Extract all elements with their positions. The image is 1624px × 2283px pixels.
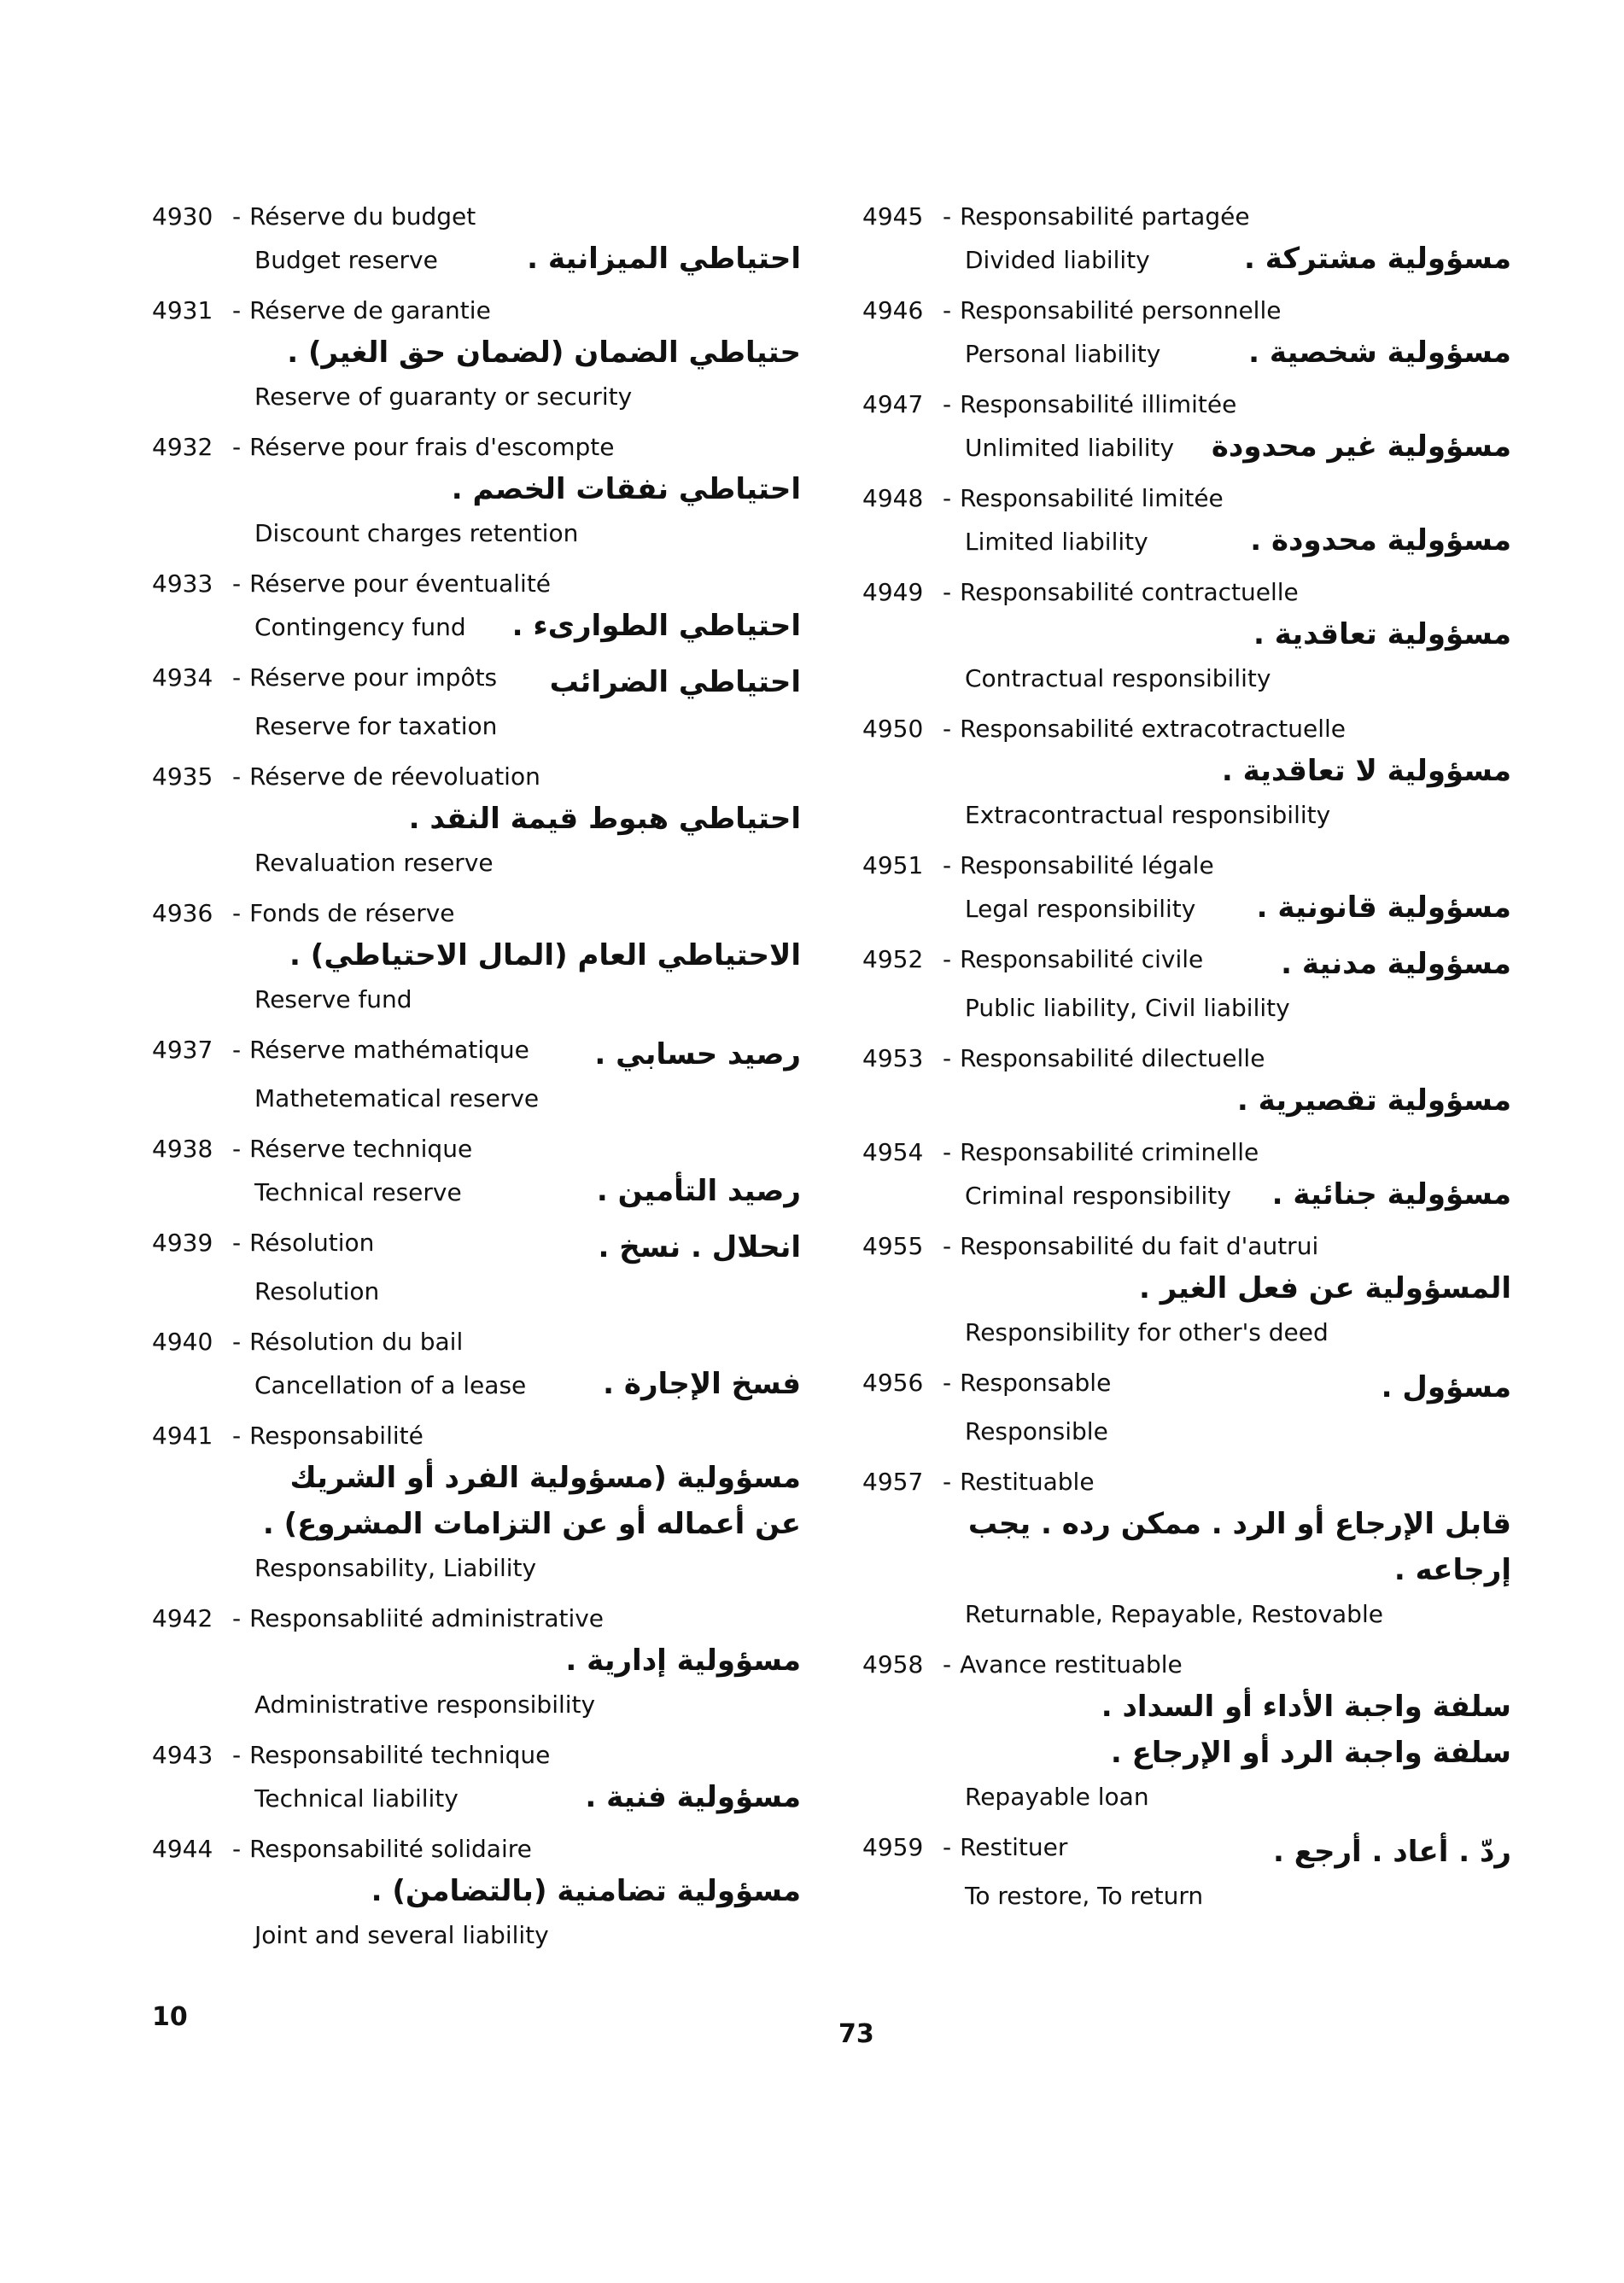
entry-header bbox=[862, 1463, 1511, 1501]
english-translation: Revaluation reserve bbox=[254, 849, 494, 877]
entry-number: 4931 bbox=[152, 296, 213, 324]
english-translation: Legal responsibility bbox=[965, 895, 1196, 923]
entry-header bbox=[152, 1031, 801, 1077]
entry-translation-row bbox=[152, 1168, 801, 1214]
arabic-translation: مسؤولية تعاقدية . bbox=[1253, 617, 1511, 651]
entry-number: 4946 bbox=[862, 296, 924, 324]
entry-term-french: Réserve pour frais d'escompte bbox=[249, 433, 615, 461]
entry-separator: - bbox=[943, 202, 952, 231]
dictionary-entry bbox=[862, 1646, 1511, 1819]
entry-header bbox=[152, 292, 801, 330]
entry-term-french: Responsabilité bbox=[249, 1422, 424, 1450]
dictionary-entry bbox=[862, 386, 1511, 470]
entry-number: 4932 bbox=[152, 433, 213, 461]
entry-translation-row bbox=[152, 978, 801, 1021]
entry-term-french: Réserve technique bbox=[249, 1135, 473, 1163]
arabic-translation: احتياطي الميزانية . bbox=[527, 242, 801, 276]
arabic-translation: مسؤولية لا تعاقدية . bbox=[1221, 754, 1511, 788]
entry-translation-row bbox=[862, 1410, 1511, 1453]
dictionary-entry bbox=[152, 1323, 801, 1407]
arabic-translation: مسؤولية مشتركة . bbox=[1243, 242, 1511, 276]
entry-separator: - bbox=[232, 569, 242, 598]
english-translation: Responsibility for other's deed bbox=[965, 1318, 1329, 1346]
entry-term-arabic: انحلال . نسخ . bbox=[598, 1230, 801, 1264]
english-translation: Budget reserve bbox=[254, 246, 438, 274]
arabic-translation: رصيد التأمين . bbox=[596, 1174, 801, 1208]
english-translation: To restore, To return bbox=[965, 1882, 1204, 1910]
entry-translation-row bbox=[152, 603, 801, 649]
entry-term-french: Réserve pour éventualité bbox=[249, 569, 552, 598]
entry-header bbox=[862, 1646, 1511, 1684]
entry-term-french: Responsabilité solidaire bbox=[249, 1835, 532, 1863]
entry-term-french: Responsabilité illimitée bbox=[960, 390, 1237, 418]
entry-separator: - bbox=[943, 851, 952, 879]
entry-header bbox=[862, 1228, 1511, 1265]
english-translation: Extracontractual responsibility bbox=[965, 801, 1331, 829]
entry-translation-row bbox=[152, 705, 801, 748]
entry-header bbox=[862, 386, 1511, 423]
entry-term-arabic: مسؤولية مدنية . bbox=[1281, 947, 1511, 981]
entry-number: 4930 bbox=[152, 202, 213, 231]
entry-number: 4948 bbox=[862, 484, 924, 512]
dictionary-entry bbox=[862, 198, 1511, 282]
arabic-translation: مسؤولية قانونية . bbox=[1256, 890, 1511, 925]
left-column bbox=[152, 198, 801, 1967]
dictionary-entry bbox=[862, 1134, 1511, 1217]
entry-number: 4942 bbox=[152, 1604, 213, 1632]
entry-header bbox=[152, 198, 801, 236]
entry-translation-row bbox=[152, 236, 801, 282]
entry-translation-row bbox=[862, 517, 1511, 563]
arabic-translation: الاحتياطي العام (المال الاحتياطي) . bbox=[289, 938, 801, 972]
entry-separator: - bbox=[232, 1604, 242, 1632]
entry-number: 4939 bbox=[152, 1229, 213, 1257]
entry-term-french: Résolution du bail bbox=[249, 1328, 464, 1356]
entry-term-french: Responsabilité du fait d'autrui bbox=[960, 1232, 1319, 1260]
entry-number: 4950 bbox=[862, 715, 924, 743]
entry-header bbox=[862, 847, 1511, 885]
entry-term-french: Réserve du budget bbox=[249, 202, 476, 231]
entry-separator: - bbox=[232, 663, 242, 692]
entry-translation-row bbox=[152, 376, 801, 418]
entry-header bbox=[862, 198, 1511, 236]
entry-header bbox=[862, 574, 1511, 611]
entry-separator: - bbox=[943, 1833, 952, 1861]
dictionary-entry bbox=[152, 1737, 801, 1820]
english-translation: Personal liability bbox=[965, 340, 1161, 368]
entry-separator: - bbox=[232, 899, 242, 927]
dictionary-entry bbox=[862, 847, 1511, 931]
entry-number: 4953 bbox=[862, 1044, 924, 1072]
english-translation: Reserve for taxation bbox=[254, 712, 498, 740]
entry-header bbox=[862, 710, 1511, 748]
entry-separator: - bbox=[232, 1229, 242, 1257]
english-translation: Technical reserve bbox=[254, 1178, 462, 1206]
entry-number: 4951 bbox=[862, 851, 924, 879]
entry-number: 4943 bbox=[152, 1741, 213, 1769]
entry-translation-row bbox=[862, 423, 1511, 470]
english-translation: Limited liability bbox=[965, 528, 1148, 556]
entry-number: 4941 bbox=[152, 1422, 213, 1450]
dictionary-entry bbox=[862, 1463, 1511, 1636]
entry-translation-row bbox=[862, 1171, 1511, 1217]
entry-separator: - bbox=[943, 296, 952, 324]
entry-header bbox=[862, 1829, 1511, 1875]
dictionary-entry bbox=[152, 1224, 801, 1313]
entry-separator: - bbox=[232, 1835, 242, 1863]
english-translation: Criminal responsibility bbox=[965, 1182, 1231, 1210]
entry-translation-row bbox=[862, 330, 1511, 376]
entry-number: 4949 bbox=[862, 578, 924, 606]
entry-header bbox=[862, 1040, 1511, 1077]
entry-term-french: Responsabilité contractuelle bbox=[960, 578, 1299, 606]
arabic-translation: مسؤولية (مسؤولية الفرد أو الشريك عن أعماله أو عن التزامات المشروع) . bbox=[262, 1461, 801, 1541]
dictionary-entry bbox=[862, 941, 1511, 1030]
entry-term-arabic: رصيد حسابي . bbox=[594, 1037, 801, 1071]
entry-header bbox=[152, 1600, 801, 1638]
entry-term-french: Fonds de réserve bbox=[249, 899, 455, 927]
arabic-translation: مسؤولية تضامنية (بالتضامن) . bbox=[371, 1874, 801, 1908]
english-translation: Unlimited liability bbox=[965, 434, 1175, 462]
entry-term-french: Responsabliité administrative bbox=[249, 1604, 605, 1632]
arabic-translation: مسؤولية فنية . bbox=[585, 1780, 801, 1814]
dictionary-entry bbox=[862, 1829, 1511, 1918]
entry-header bbox=[152, 1224, 801, 1270]
dictionary-entry bbox=[862, 710, 1511, 837]
dictionary-entry bbox=[152, 659, 801, 748]
english-translation: Divided liability bbox=[965, 246, 1150, 274]
entry-separator: - bbox=[232, 1422, 242, 1450]
entry-header bbox=[152, 1130, 801, 1168]
dictionary-entry bbox=[152, 198, 801, 282]
dictionary-entry bbox=[152, 1600, 801, 1726]
entry-term-french: Avance restituable bbox=[960, 1650, 1183, 1679]
arabic-translation: مسؤولية غير محدودة bbox=[1211, 429, 1511, 464]
entry-separator: - bbox=[943, 715, 952, 743]
entry-header bbox=[152, 758, 801, 796]
entry-translation-row bbox=[862, 657, 1511, 700]
entry-number: 4955 bbox=[862, 1232, 924, 1260]
dictionary-entry bbox=[862, 292, 1511, 376]
entry-header bbox=[862, 941, 1511, 987]
dictionary-entry bbox=[862, 574, 1511, 700]
entry-translation-row bbox=[152, 512, 801, 555]
entry-translation-row bbox=[152, 1361, 801, 1407]
entry-separator: - bbox=[232, 296, 242, 324]
entry-number: 4938 bbox=[152, 1135, 213, 1163]
entry-separator: - bbox=[943, 578, 952, 606]
english-translation: Reserve fund bbox=[254, 985, 412, 1013]
entry-separator: - bbox=[232, 1328, 242, 1356]
entry-translation-row bbox=[152, 1914, 801, 1957]
entry-number: 4940 bbox=[152, 1328, 213, 1356]
arabic-translation: مسؤولية جنائية . bbox=[1271, 1177, 1511, 1212]
english-translation: Administrative responsibility bbox=[254, 1690, 596, 1719]
english-translation: Responsability, Liability bbox=[254, 1554, 537, 1582]
entry-translation-row bbox=[152, 842, 801, 885]
entry-translation-row bbox=[862, 987, 1511, 1030]
dictionary-entry bbox=[152, 1417, 801, 1590]
page-number: 73 bbox=[838, 2019, 874, 2049]
entry-term-french: Résolution bbox=[249, 1229, 375, 1257]
entry-separator: - bbox=[943, 1232, 952, 1260]
entry-header bbox=[862, 1134, 1511, 1171]
entry-term-french: Responsabilité partagée bbox=[960, 202, 1250, 231]
arabic-translation: سلفة واجبة الأداء أو السداد . bbox=[1101, 1690, 1511, 1724]
english-translation: Technical liability bbox=[254, 1784, 459, 1813]
entry-term-french: Réserve de garantie bbox=[249, 296, 491, 324]
entry-term-french: Responsabilité légale bbox=[960, 851, 1214, 879]
arabic-translation: احتياطي نفقات الخصم . bbox=[451, 472, 801, 506]
entry-separator: - bbox=[232, 1036, 242, 1064]
english-translation: Mathetematical reserve bbox=[254, 1084, 540, 1112]
entry-number: 4944 bbox=[152, 1835, 213, 1863]
entry-separator: - bbox=[943, 484, 952, 512]
entry-translation-row bbox=[862, 794, 1511, 837]
entry-term-french: Responsabilité personnelle bbox=[960, 296, 1282, 324]
entry-separator: - bbox=[232, 202, 242, 231]
entry-header bbox=[152, 429, 801, 466]
entry-header bbox=[152, 1417, 801, 1455]
entry-number: 4952 bbox=[862, 945, 924, 973]
dictionary-entry bbox=[152, 895, 801, 1021]
entry-term-french: Restituable bbox=[960, 1468, 1095, 1496]
entry-term-french: Responsabilité extracotractuelle bbox=[960, 715, 1346, 743]
entry-separator: - bbox=[232, 433, 242, 461]
entry-number: 4958 bbox=[862, 1650, 924, 1679]
entry-separator: - bbox=[943, 1369, 952, 1397]
entry-term-french: Responsabilité criminelle bbox=[960, 1138, 1259, 1166]
entry-translation-row bbox=[152, 1774, 801, 1820]
arabic-translation: حتياطي الضمان (لضمان حق الغير) . bbox=[287, 336, 801, 370]
entry-translation-row bbox=[862, 236, 1511, 282]
arabic-translation: مسؤولية شخصية . bbox=[1248, 336, 1511, 370]
entry-term-french: Responsabilité civile bbox=[960, 945, 1204, 973]
entry-term-arabic: احتياطي الضرائب bbox=[549, 665, 801, 699]
dictionary-entry bbox=[862, 1228, 1511, 1354]
english-translation: Cancellation of a lease bbox=[254, 1371, 527, 1399]
dictionary-entry bbox=[152, 292, 801, 418]
dictionary-entry bbox=[152, 1031, 801, 1120]
english-translation: Joint and several liability bbox=[254, 1921, 549, 1949]
entry-translation-row bbox=[862, 1875, 1511, 1918]
entry-separator: - bbox=[943, 1650, 952, 1679]
english-translation: Responsible bbox=[965, 1417, 1108, 1445]
entry-number: 4959 bbox=[862, 1833, 924, 1861]
entry-separator: - bbox=[943, 1138, 952, 1166]
arabic-translation: مسؤولية إدارية . bbox=[565, 1644, 801, 1678]
entry-header bbox=[152, 1830, 801, 1868]
arabic-translation: مسؤولية محدودة . bbox=[1250, 523, 1511, 558]
entry-header bbox=[862, 292, 1511, 330]
entry-term-arabic: مسؤول . bbox=[1381, 1370, 1511, 1404]
arabic-translation: مسؤولية تقصيرية . bbox=[1236, 1083, 1511, 1118]
entry-term-french: Réserve mathématique bbox=[249, 1036, 529, 1064]
entry-translation-row bbox=[152, 1684, 801, 1726]
entry-header bbox=[152, 1323, 801, 1361]
entry-term-french: Responsabilité technique bbox=[249, 1741, 551, 1769]
english-translation: Public liability, Civil liability bbox=[965, 994, 1290, 1022]
entry-header bbox=[862, 480, 1511, 517]
entry-number: 4933 bbox=[152, 569, 213, 598]
entry-number: 4947 bbox=[862, 390, 924, 418]
arabic-translation: احتياطي الطوارىء . bbox=[511, 609, 801, 643]
entry-separator: - bbox=[943, 1044, 952, 1072]
english-translation: Repayable loan bbox=[965, 1783, 1149, 1811]
arabic-translation: المسؤولية عن فعل الغير . bbox=[1138, 1271, 1511, 1305]
english-translation: Contractual responsibility bbox=[965, 664, 1271, 692]
entry-term-french: Réserve pour impôts bbox=[249, 663, 498, 692]
entry-separator: - bbox=[943, 945, 952, 973]
arabic-translation: احتياطي هبوط قيمة النقد . bbox=[408, 802, 801, 836]
dictionary-entry bbox=[862, 480, 1511, 563]
dictionary-entry bbox=[152, 1130, 801, 1214]
arabic-translation: فسخ الإجارة . bbox=[603, 1367, 801, 1401]
entry-translation-row bbox=[152, 1270, 801, 1313]
entry-term-french: Restituer bbox=[960, 1833, 1068, 1861]
entry-term-french: Responsabilité dilectuelle bbox=[960, 1044, 1265, 1072]
entry-separator: - bbox=[943, 1468, 952, 1496]
entry-header bbox=[152, 659, 801, 705]
entry-separator: - bbox=[232, 1135, 242, 1163]
entry-header bbox=[152, 565, 801, 603]
entry-term-french: Réserve de réevoluation bbox=[249, 762, 540, 791]
dictionary-entry bbox=[862, 1040, 1511, 1124]
dictionary-entry bbox=[152, 565, 801, 649]
entry-number: 4956 bbox=[862, 1369, 924, 1397]
dictionary-entry bbox=[152, 758, 801, 885]
entry-number: 4954 bbox=[862, 1138, 924, 1166]
entry-number: 4957 bbox=[862, 1468, 924, 1496]
arabic-translation: قابل الإرجاع أو الرد . ممكن رده . يجب إرجاعه . bbox=[967, 1507, 1511, 1587]
entry-header bbox=[152, 895, 801, 932]
entry-translation-row bbox=[152, 1547, 801, 1590]
entry-translation-row bbox=[152, 1077, 801, 1120]
entry-number: 4945 bbox=[862, 202, 924, 231]
arabic-translation: سلفة واجبة الرد أو الإرجاع . bbox=[1110, 1736, 1511, 1770]
entry-separator: - bbox=[943, 390, 952, 418]
dictionary-entry bbox=[152, 429, 801, 555]
english-translation: Discount charges retention bbox=[254, 519, 579, 547]
entry-translation-row bbox=[862, 1311, 1511, 1354]
entry-term-french: Responsabilité limitée bbox=[960, 484, 1224, 512]
dictionary-entry bbox=[862, 1364, 1511, 1453]
entry-translation-row bbox=[862, 1593, 1511, 1636]
entry-term-french: Responsable bbox=[960, 1369, 1112, 1397]
entry-separator: - bbox=[232, 1741, 242, 1769]
entry-header bbox=[862, 1364, 1511, 1410]
entry-translation-row bbox=[862, 1776, 1511, 1819]
english-translation: Returnable, Repayable, Restovable bbox=[965, 1600, 1383, 1628]
entry-separator: - bbox=[232, 762, 242, 791]
entry-number: 4936 bbox=[152, 899, 213, 927]
english-translation: Contingency fund bbox=[254, 613, 466, 641]
entry-term-arabic: ردّ . أعاد . أرجع . bbox=[1272, 1835, 1511, 1869]
section-number: 10 bbox=[152, 2002, 188, 2032]
dictionary-entry bbox=[152, 1830, 801, 1957]
entry-number: 4937 bbox=[152, 1036, 213, 1064]
entry-header bbox=[152, 1737, 801, 1774]
english-translation: Resolution bbox=[254, 1277, 380, 1305]
entry-translation-row bbox=[862, 885, 1511, 931]
right-column bbox=[862, 198, 1511, 1928]
entry-number: 4935 bbox=[152, 762, 213, 791]
english-translation: Reserve of guaranty or security bbox=[254, 382, 633, 411]
entry-number: 4934 bbox=[152, 663, 213, 692]
